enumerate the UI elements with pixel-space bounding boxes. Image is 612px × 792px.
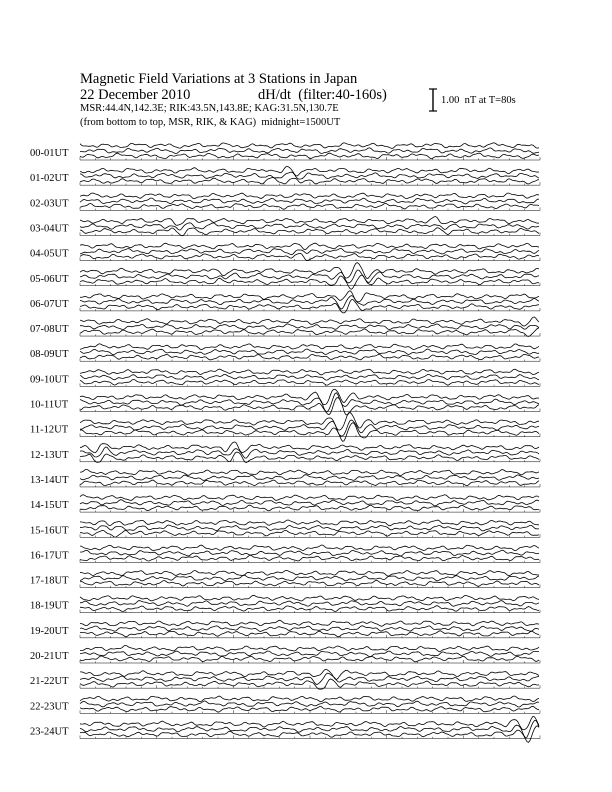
hour-row bbox=[30, 545, 540, 562]
station-trace-msr bbox=[80, 580, 539, 586]
station-trace-msr bbox=[80, 606, 539, 612]
chart-title: Magnetic Field Variations at 3 Stations in Japan bbox=[80, 71, 358, 87]
hour-row bbox=[30, 520, 540, 537]
station-trace-rik bbox=[80, 374, 539, 380]
station-trace-kag bbox=[80, 243, 539, 250]
station-trace-msr bbox=[80, 423, 539, 442]
hour-row bbox=[30, 369, 540, 386]
station-trace-msr bbox=[80, 480, 539, 486]
hour-row bbox=[30, 317, 540, 337]
hour-row bbox=[30, 696, 540, 713]
station-trace-kag bbox=[80, 369, 539, 375]
hour-row bbox=[30, 291, 540, 313]
hour-label: 11-12UT bbox=[30, 424, 69, 436]
hour-label: 09-10UT bbox=[30, 374, 69, 386]
station-trace-rik bbox=[80, 324, 539, 330]
station-trace-rik bbox=[80, 601, 539, 607]
hour-label: 12-13UT bbox=[30, 449, 69, 461]
hour-label: 06-07UT bbox=[30, 298, 69, 310]
hour-row bbox=[30, 243, 540, 260]
station-trace-rik bbox=[80, 651, 539, 657]
station-trace-msr bbox=[80, 153, 539, 159]
station-trace-rik bbox=[80, 701, 539, 707]
station-trace-msr bbox=[80, 530, 539, 537]
station-trace-rik bbox=[80, 172, 539, 179]
station-trace-kag bbox=[80, 495, 539, 501]
hour-label: 08-09UT bbox=[30, 349, 69, 361]
hour-row bbox=[30, 669, 540, 689]
station-trace-msr bbox=[80, 679, 539, 689]
station-trace-msr bbox=[80, 253, 539, 260]
hour-label: 23-24UT bbox=[30, 726, 69, 738]
station-trace-kag bbox=[80, 545, 539, 551]
hour-row bbox=[30, 442, 540, 463]
station-trace-kag bbox=[80, 389, 539, 404]
hour-row bbox=[30, 193, 540, 210]
hour-row bbox=[30, 495, 540, 512]
hour-row bbox=[30, 389, 540, 415]
hour-label: 20-21UT bbox=[30, 651, 69, 662]
station-trace-kag bbox=[80, 716, 539, 729]
hour-label: 15-16UT bbox=[30, 525, 69, 537]
station-trace-msr bbox=[80, 505, 539, 511]
station-trace-kag bbox=[80, 166, 539, 176]
hour-row bbox=[30, 166, 540, 185]
station-trace-kag bbox=[80, 217, 539, 226]
station-trace-msr bbox=[80, 706, 539, 712]
hour-label: 21-22UT bbox=[30, 676, 69, 688]
station-trace-kag bbox=[80, 595, 539, 601]
station-trace-msr bbox=[80, 228, 539, 236]
station-trace-kag bbox=[80, 645, 539, 651]
station-trace-rik bbox=[80, 475, 539, 481]
hour-rows bbox=[30, 143, 540, 743]
station-trace-kag bbox=[80, 520, 539, 526]
chart-filter: dH/dt (filter:40-160s) bbox=[258, 87, 387, 103]
hour-label: 14-15UT bbox=[30, 500, 69, 512]
station-trace-rik bbox=[80, 575, 539, 581]
hour-label: 19-20UT bbox=[30, 625, 69, 637]
hour-label: 07-08UT bbox=[30, 324, 69, 336]
station-coordinates: MSR:44.4N,142.3E; RIK:43.5N,143.8E; KAG:31.5N,130.7E bbox=[80, 103, 339, 114]
station-trace-kag bbox=[80, 344, 539, 350]
hour-label: 01-02UT bbox=[30, 173, 69, 185]
station-trace-kag bbox=[80, 570, 539, 576]
hour-label: 13-14UT bbox=[30, 474, 69, 486]
hour-label: 00-01UT bbox=[30, 148, 69, 159]
hour-row bbox=[30, 344, 540, 361]
station-trace-msr bbox=[80, 354, 539, 360]
station-trace-rik bbox=[80, 148, 539, 154]
hour-row bbox=[30, 217, 540, 236]
station-trace-kag bbox=[80, 469, 539, 475]
station-trace-rik bbox=[80, 525, 539, 531]
station-trace-rik bbox=[80, 721, 539, 738]
hour-label: 17-18UT bbox=[30, 575, 69, 587]
station-trace-msr bbox=[80, 203, 539, 209]
hour-label: 05-06UT bbox=[30, 273, 69, 285]
station-trace-kag bbox=[80, 620, 539, 626]
hour-row bbox=[30, 716, 540, 742]
hour-row bbox=[30, 620, 540, 638]
station-trace-rik bbox=[80, 223, 539, 230]
hour-row bbox=[30, 595, 540, 612]
station-trace-kag bbox=[80, 143, 539, 149]
hour-row bbox=[30, 570, 540, 587]
hour-label: 18-19UT bbox=[30, 600, 69, 612]
station-trace-msr bbox=[80, 379, 539, 385]
station-trace-msr bbox=[80, 555, 539, 561]
hour-label: 16-17UT bbox=[30, 550, 69, 562]
hour-row bbox=[30, 469, 540, 487]
station-trace-msr bbox=[80, 328, 539, 337]
station-trace-kag bbox=[80, 193, 539, 199]
station-trace-rik bbox=[80, 349, 539, 355]
hour-row bbox=[30, 143, 540, 160]
station-trace-msr bbox=[80, 398, 539, 415]
hour-row bbox=[30, 645, 540, 663]
station-trace-rik bbox=[80, 248, 539, 254]
hour-label: 02-03UT bbox=[30, 198, 69, 210]
station-trace-rik bbox=[80, 198, 539, 204]
station-order-note: (from bottom to top, MSR, RIK, & KAG) midnight=1500UT bbox=[80, 117, 341, 128]
scale-bar-label: 1.00 nT at T=80s bbox=[441, 95, 516, 106]
hour-row bbox=[30, 263, 540, 290]
hour-label: 04-05UT bbox=[30, 248, 69, 260]
hour-label: 03-04UT bbox=[30, 223, 69, 235]
station-trace-rik bbox=[80, 626, 539, 632]
station-trace-msr bbox=[80, 178, 539, 184]
scale-bar bbox=[429, 89, 437, 111]
station-trace-rik bbox=[80, 270, 539, 283]
station-trace-kag bbox=[80, 317, 539, 326]
station-trace-msr bbox=[80, 656, 539, 662]
station-trace-rik bbox=[80, 500, 539, 506]
station-trace-msr bbox=[80, 631, 539, 637]
station-trace-rik bbox=[80, 550, 539, 556]
chart-date: 22 December 2010 bbox=[80, 87, 191, 103]
hour-label: 22-23UT bbox=[30, 701, 69, 713]
station-trace-rik bbox=[80, 296, 539, 309]
station-trace-kag bbox=[80, 696, 539, 702]
station-trace-kag bbox=[80, 263, 539, 279]
hour-label: 10-11UT bbox=[30, 399, 69, 411]
hour-row bbox=[30, 412, 540, 441]
